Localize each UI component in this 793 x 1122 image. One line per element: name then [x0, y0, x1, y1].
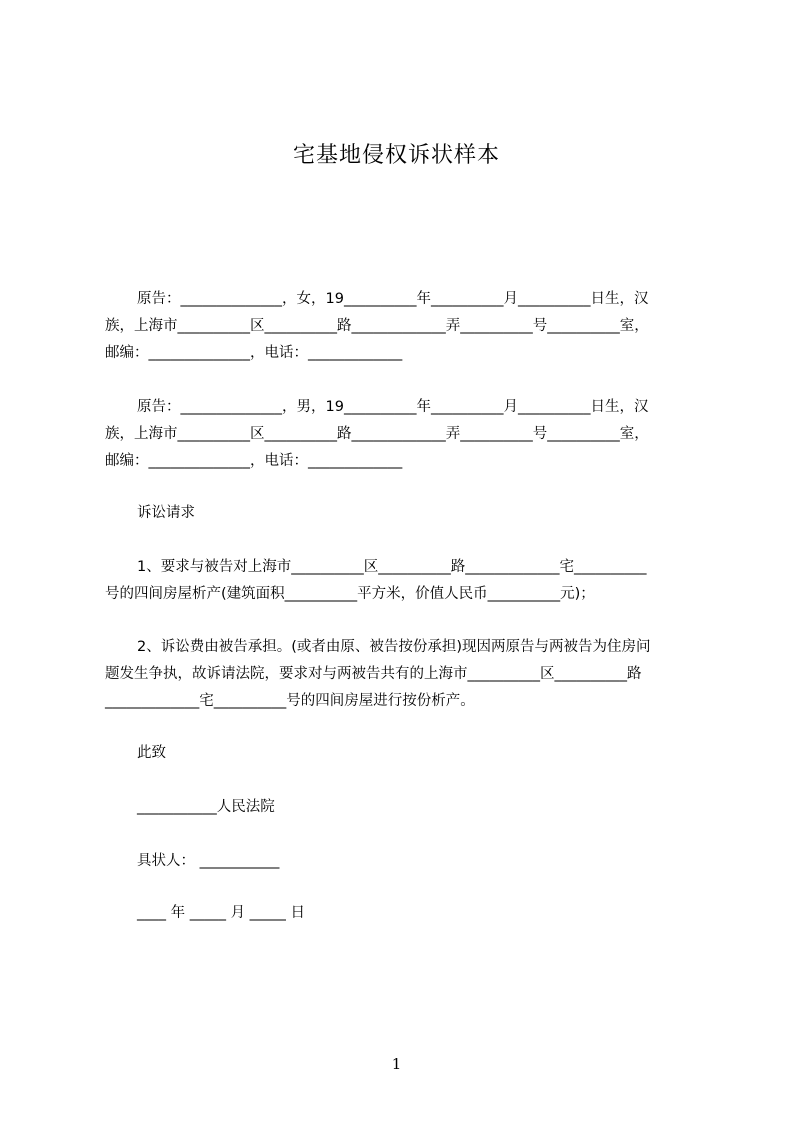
- closing-text: 此致: [137, 745, 166, 761]
- claim-2-line-2: 题发生争执，故诉请法院，要求对与两被告共有的上海市__________区__________路: [105, 666, 642, 682]
- claim-2-line-1: 2、诉讼费由被告承担。(或者由原、被告按份承担)现因两原告与两被告为住房问: [137, 639, 651, 655]
- claim-2-line-3: _____________宅__________号的四间房屋进行按份析产。: [105, 693, 475, 709]
- court-name: ___________人民法院: [137, 799, 275, 815]
- claims-heading: 诉讼请求: [137, 505, 195, 521]
- plaintiff-male-info: [105, 394, 705, 475]
- signer-line: 具状人： ___________: [137, 853, 280, 869]
- plaintiff-male-line-3: 邮编：______________，电话：_____________: [105, 453, 403, 469]
- court-block: [105, 794, 705, 821]
- plaintiff-female-info: [105, 286, 705, 367]
- signer-block: [105, 848, 705, 875]
- date-line: ____ 年 _____ 月 _____ 日: [137, 905, 306, 921]
- claim-1-line-2: 号的四间房屋析产(建筑面积__________平方米，价值人民币__________元)；: [105, 586, 595, 602]
- plaintiff-male-line-1: 原告：______________，男，19__________年__________月__________日生，汉: [137, 399, 649, 415]
- plaintiff-male-line-2: 族，上海市__________区__________路_____________弄__________号__________室，: [105, 426, 649, 442]
- plaintiff-female-line-1: 原告：______________，女，19__________年__________月__________日生，汉: [137, 291, 649, 307]
- date-block: [105, 900, 705, 927]
- closing-block: [105, 740, 705, 767]
- claim-1: [105, 554, 705, 608]
- claims-heading-block: [105, 500, 705, 527]
- plaintiff-female-line-2: 族，上海市__________区__________路_____________弄__________号__________室，: [105, 318, 649, 334]
- claim-1-line-1: 1、要求与被告对上海市__________区__________路_____________宅__________: [137, 559, 647, 575]
- plaintiff-female-line-3: 邮编：______________，电话：_____________: [105, 345, 403, 361]
- document-title: 宅基地侵权诉状样本: [292, 143, 500, 168]
- page-number: 1: [391, 1055, 402, 1073]
- claim-2: [105, 634, 705, 715]
